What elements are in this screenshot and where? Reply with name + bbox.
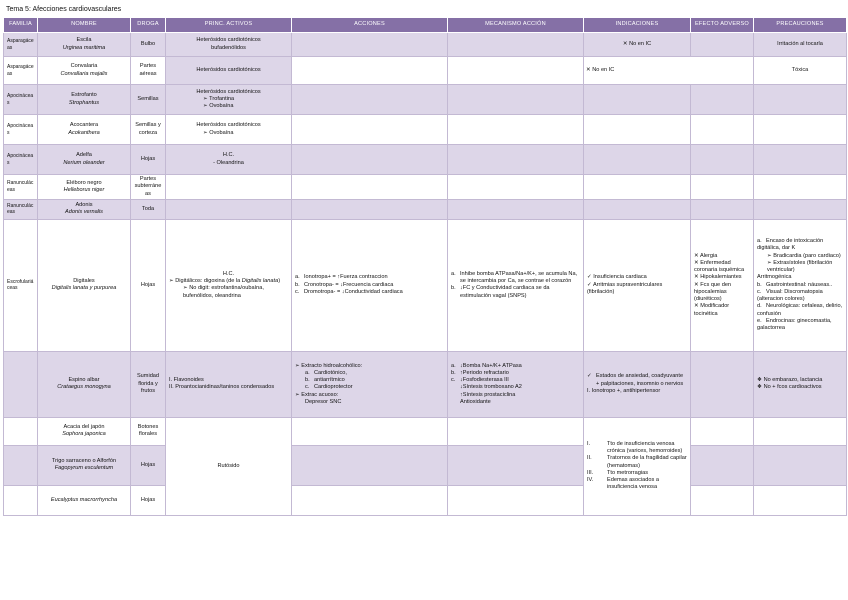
col-indicaciones: INDICACIONES <box>584 18 691 33</box>
principios-cell: Heterósidos cardiotónicos <box>166 57 292 85</box>
nombre-cell: Eucalyptus macrorrhyncha <box>38 485 131 515</box>
table-row <box>4 33 847 57</box>
principios-cell: I. Flavonoides II. Proantocianidinas/taninos condensados <box>166 351 292 417</box>
table-row <box>4 485 847 515</box>
droga-cell: Partes subterráneas <box>131 175 166 200</box>
principios-cell: Heterósidos cardiotónicos bufadenólidos <box>166 33 292 57</box>
table-row <box>4 351 847 417</box>
nombre-cell: Espino albar Crataegus monogyna <box>38 351 131 417</box>
principios-cell: Heterósidos cardiotónicos ➢ Ovobaína <box>166 115 292 145</box>
principios-cell: Heterósidos cardiotónicos ➢ Trofantina ➢ Ovobaína <box>166 85 292 115</box>
principios-cell: Rutósido <box>166 417 292 515</box>
familia-cell: Escrofulariáceas <box>4 219 38 351</box>
col-efecto: EFECTO ADVERSO <box>691 18 754 33</box>
droga-cell: Sumidad florida y frutos <box>131 351 166 417</box>
table-row <box>4 145 847 175</box>
table-row <box>4 445 847 485</box>
acciones-cell: a. Ionotropa+ = ↑Fuerza contraccion b. Cronotropa- = ↓Frecuencia cardiaca c. Dromotropa- = ↓Conductividad cardiaca <box>292 219 448 351</box>
precauciones-cell: Tóxica <box>754 57 847 85</box>
principios-cell: H.C. ➢ Digitálicos: digoxina (de la Digitalis lanata) ➢ No digit: estrofantina/oubaína, bufenólidos, oleandrina <box>166 219 292 351</box>
col-nombre: NOMBRE <box>38 18 131 33</box>
familia-cell: Apocináceas <box>4 115 38 145</box>
indicaciones-cell: ✕ No en IC <box>584 57 754 85</box>
indicaciones-cell: ✓ Estados de ansiedad, coadyuvante + palpitaciones, insomnio o nervios I. Ionotropo +, antihipertensor <box>584 351 691 417</box>
nombre-cell: Trigo sarraceno o Alforfón Fagopyrum esculentum <box>38 445 131 485</box>
droga-cell: Hojas <box>131 219 166 351</box>
table-row <box>4 219 847 351</box>
acciones-cell: ➢ Extracto hidroalcohólico: a. Cardiotónico, b. antiarrítmico c. Cardioprotector ➢ Extrac acuoso: Depresor SNC <box>292 351 448 417</box>
droga-cell: Semillas <box>131 85 166 115</box>
table-row <box>4 85 847 115</box>
nombre-cell: Eléboro negro Helleborus niger <box>38 175 131 200</box>
col-principios: PRINC. ACTIVOS <box>166 18 292 33</box>
nombre-cell: Estrofanto Strophantus <box>38 85 131 115</box>
familia-cell: Asparagáceas <box>4 57 38 85</box>
col-acciones: ACCIONES <box>292 18 448 33</box>
nombre-cell: Convalaria Convallaria majalis <box>38 57 131 85</box>
col-precauciones: PRECAUCIONES <box>754 18 847 33</box>
mecanismo-cell: a. ↓Bomba Na+/K+ ATPasa b. ↑Periodo refractario c. ↓Fosfodiesterasa III ↓Síntesis tromboxano A2 ↑Síntesis prostaciclina Antioxidante <box>448 351 584 417</box>
nombre-cell: Adelfa Nerium oleander <box>38 145 131 175</box>
nombre-cell: Adonis Adonis vernalis <box>38 199 131 219</box>
col-droga: DROGA <box>131 18 166 33</box>
droga-cell: Semillas y corteza <box>131 115 166 145</box>
table-row <box>4 57 847 85</box>
familia-cell: Asparagáceas <box>4 33 38 57</box>
familia-cell: Apocináceas <box>4 85 38 115</box>
header-row <box>4 18 847 33</box>
precauciones-cell: a. Encaso de intoxicación digitálica, dar K ➢ Bradicardia (paro cardiaco) ➢ Extrasístoles (fibrilación ventricular) Arritmogénica b. Gastrointestinal: náuseas.. c. Visual: Discromatopsia (alteracion colores) d. Neurológicas: cefaleas, delirio, confusión e. Endrocinas: ginecomastia, galactorrea <box>754 219 847 351</box>
table-row <box>4 115 847 145</box>
col-mecanismo: MECANISMO ACCIÓN <box>448 18 584 33</box>
table-row <box>4 417 847 445</box>
cardio-table <box>3 17 847 516</box>
mecanismo-cell: a. Inhibe bomba ATPasa/Na+/K+, se acumula Na, se intercambia por Ca, se contrae el corazón b. ↓FC y Conductividad cardiaca se da estimulación vagal (SNPS) <box>448 219 584 351</box>
indicaciones-cell: ✓ Insuficiencia cardiaca ✓ Arritmias supraventriculares (fibrilación) <box>584 219 691 351</box>
droga-cell: Hojas <box>131 145 166 175</box>
droga-cell: Toda <box>131 199 166 219</box>
familia-cell: Ranunculáceas <box>4 175 38 200</box>
nombre-cell: Escila Urginea maritima <box>38 33 131 57</box>
familia-cell: Ranunculáceas <box>4 199 38 219</box>
table-row <box>4 199 847 219</box>
droga-cell: Bulbo <box>131 33 166 57</box>
precauciones-cell: ❖ No embarazo, lactancia ❖ No + fcos cardioactivos <box>754 351 847 417</box>
col-familia: FAMILIA <box>4 18 38 33</box>
principios-cell: H.C. - Oleandrina <box>166 145 292 175</box>
indicaciones-cell: ✕ No en IC <box>584 33 691 57</box>
droga-cell: Botones florales <box>131 417 166 445</box>
nombre-cell: Acocantera Acokanthera <box>38 115 131 145</box>
droga-cell: Hojas <box>131 445 166 485</box>
nombre-cell: Acacia del japón Sophora japonica <box>38 417 131 445</box>
indicaciones-cell: I. Tto de insuficiencia venosa crónica (varices, hemorroides) II. Tratornos de la fragilidad capilar (hematomas) III. Tto metrorragias IV. Edemas asociados a insuficiencia venosa <box>584 417 691 515</box>
table-row <box>4 175 847 200</box>
precauciones-cell: Irritación al tocarla <box>754 33 847 57</box>
droga-cell: Hojas <box>131 485 166 515</box>
familia-cell: Apocináceas <box>4 145 38 175</box>
droga-cell: Partes aéreas <box>131 57 166 85</box>
page-title: Tema 5: Afecciones cardiovasculares <box>6 6 122 13</box>
nombre-cell: Digitales Digitalis lanata y purpurea <box>38 219 131 351</box>
efecto-cell: ✕ Alergia ✕ Enfermedad coronaria isquémica ✕ Hipokalemiantes ✕ Fcs que den hipocalemias (diuréticos) ✕ Modificador tocinética <box>691 219 754 351</box>
